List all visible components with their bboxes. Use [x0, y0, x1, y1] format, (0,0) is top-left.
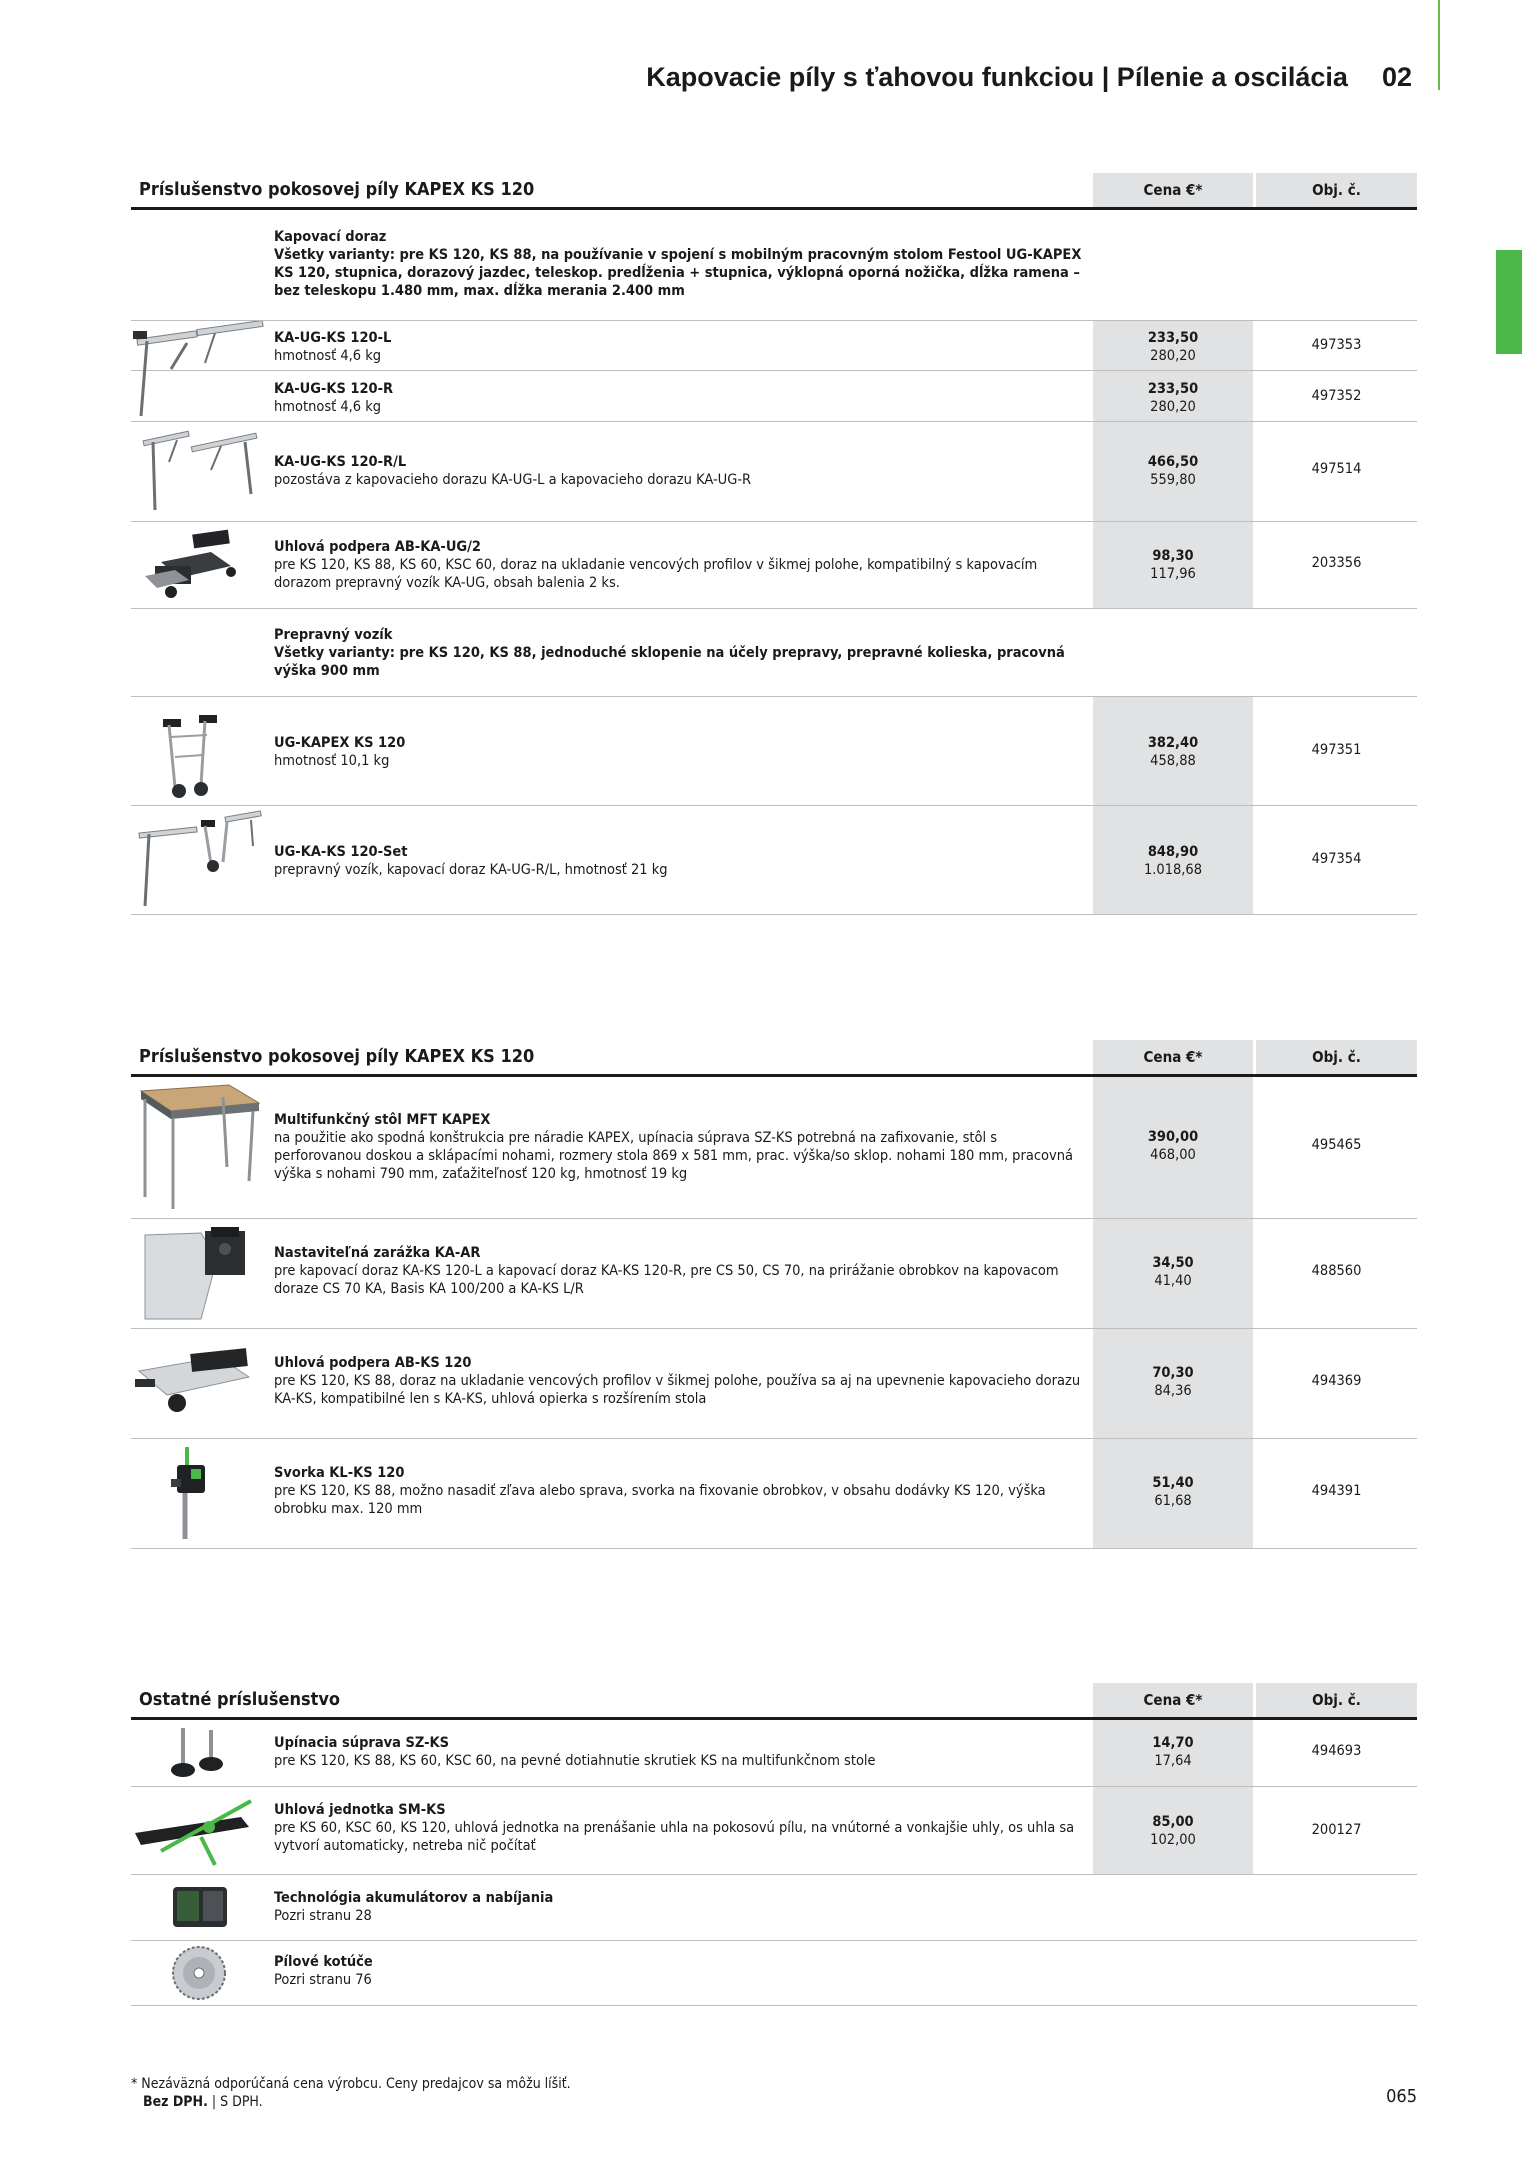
- product-image-angle-unit: [131, 1787, 267, 1874]
- price-cell: [1093, 1720, 1253, 1786]
- section-header: [131, 1683, 1417, 1720]
- price-gross: 280,20: [1150, 399, 1196, 415]
- order-number: 494391: [1311, 1483, 1362, 1499]
- accent-line: [1438, 0, 1440, 90]
- product-name: UG-KA-KS 120-Set: [274, 844, 408, 860]
- product-image-angle-support: [131, 522, 267, 608]
- product-name: Nastaviteľná zarážka KA-AR: [274, 1245, 481, 1261]
- price-cell: [1093, 1329, 1253, 1438]
- product-description: pozostáva z kapovacieho dorazu KA-UG-L a kapovacieho dorazu KA-UG-R: [274, 472, 752, 488]
- price-cell: [1093, 1787, 1253, 1874]
- product-row: [131, 1329, 1417, 1439]
- order-number: 497351: [1311, 742, 1362, 758]
- section-kapex-accessories-1: [131, 173, 1417, 915]
- product-description: hmotnosť 4,6 kg: [274, 348, 382, 364]
- product-description: pre KS 120, KS 88, doraz na ukladanie vencových profilov v šikmej polohe, používa sa aj na upevnenie kapovacieho dorazu KA-KS, kompatibilné len s KA-KS, uhlová opierka s rozšírením stola: [274, 1373, 1081, 1407]
- price-column-header: Cena €*: [1093, 173, 1253, 207]
- price-cell: [1093, 371, 1253, 421]
- price-gross: 559,80: [1150, 472, 1196, 488]
- product-row: [131, 422, 1417, 522]
- product-row: [131, 321, 1417, 371]
- price-gross: 41,40: [1154, 1273, 1192, 1289]
- footnote-bold: Bez DPH.: [143, 2094, 208, 2110]
- price-column-header: Cena €*: [1093, 1683, 1253, 1717]
- product-name: Multifunkčný stôl MFT KAPEX: [274, 1112, 491, 1128]
- price-cell: [1093, 1077, 1253, 1218]
- product-description: prepravný vozík, kapovací doraz KA-UG-R/L, hmotnosť 21 kg: [274, 862, 668, 878]
- price-gross: 280,20: [1150, 348, 1196, 364]
- price-net: 233,50: [1147, 381, 1199, 397]
- product-row: [131, 806, 1417, 915]
- order-number: 494369: [1311, 1373, 1362, 1389]
- product-name: KA-UG-KS 120-R: [274, 381, 394, 397]
- reference-row: [131, 1941, 1417, 2006]
- product-description: hmotnosť 10,1 kg: [274, 753, 390, 769]
- product-name: Upínacia súprava SZ-KS: [274, 1735, 450, 1751]
- price-net: 70,30: [1152, 1365, 1194, 1381]
- order-number: 497354: [1311, 851, 1362, 867]
- header-title: Kapovacie píly s ťahovou funkciou | Pílenie a oscilácia: [646, 62, 1348, 92]
- product-image-angle-support-ks: [131, 1329, 267, 1438]
- footnote: [131, 2075, 571, 2111]
- price-net: 390,00: [1147, 1129, 1199, 1145]
- price-net: 85,00: [1152, 1814, 1194, 1830]
- group-intro-crosscut-stop: [131, 210, 1417, 321]
- price-gross: 117,96: [1150, 566, 1196, 582]
- price-net: 848,90: [1147, 844, 1199, 860]
- chapter-tab-marker: [1496, 250, 1522, 354]
- price-net: 34,50: [1152, 1255, 1194, 1271]
- product-description: hmotnosť 4,6 kg: [274, 399, 382, 415]
- price-net: 382,40: [1147, 735, 1199, 751]
- product-name: Uhlová podpera AB-KS 120: [274, 1355, 472, 1371]
- order-number: 497514: [1311, 461, 1362, 477]
- reference-title: Technológia akumulátorov a nabíjania: [274, 1890, 554, 1906]
- product-row: [131, 1077, 1417, 1219]
- product-description: pre KS 120, KS 88, možno nasadiť zľava alebo sprava, svorka na fixovanie obrobkov, v obsahu dodávky KS 120, výška obrobku max. 120 mm: [274, 1483, 1046, 1517]
- order-number: 497353: [1311, 337, 1362, 353]
- product-image-clamping-set: [131, 1720, 267, 1786]
- product-row: [131, 371, 1417, 422]
- product-name: Uhlová jednotka SM-KS: [274, 1802, 446, 1818]
- price-gross: 17,64: [1154, 1753, 1192, 1769]
- price-gross: 1.018,68: [1143, 862, 1203, 878]
- product-row: [131, 1720, 1417, 1787]
- footnote-disclaimer: * Nezáväzná odporúčaná cena výrobcu. Ceny predajcov sa môžu líšiť.: [131, 2076, 571, 2092]
- product-name: KA-UG-KS 120-L: [274, 330, 392, 346]
- price-cell: [1093, 522, 1253, 608]
- order-column-header: Obj. č.: [1256, 1683, 1417, 1717]
- product-name: Uhlová podpera AB-KA-UG/2: [274, 539, 481, 555]
- section-title: Príslušenstvo pokosovej píly KAPEX KS 120: [139, 179, 535, 200]
- price-cell: [1093, 697, 1253, 805]
- price-net: 51,40: [1152, 1475, 1194, 1491]
- order-column-header: Obj. č.: [1256, 173, 1417, 207]
- product-row: [131, 1439, 1417, 1549]
- product-row: [131, 697, 1417, 806]
- order-number: 497352: [1311, 388, 1362, 404]
- group-title: Kapovací doraz: [274, 229, 387, 245]
- price-gross: 84,36: [1154, 1383, 1192, 1399]
- reference-title: Pílové kotúče: [274, 1954, 373, 1970]
- order-number: 488560: [1311, 1263, 1362, 1279]
- group-title: Prepravný vozík: [274, 627, 393, 643]
- price-cell: [1093, 1439, 1253, 1548]
- product-description: pre KS 120, KS 88, KS 60, KSC 60, doraz na ukladanie vencových profilov v šikmej polohe, kompatibilný s kapovacím dorazom prepravný vozík KA-UG, obsah balenia 2 ks.: [274, 557, 1038, 591]
- section-title: Ostatné príslušenstvo: [139, 1689, 341, 1710]
- product-name: UG-KAPEX KS 120: [274, 735, 406, 751]
- product-name: Svorka KL-KS 120: [274, 1465, 405, 1481]
- price-gross: 61,68: [1154, 1493, 1192, 1509]
- section-header: [131, 1040, 1417, 1077]
- product-description: na použitie ako spodná konštrukcia pre náradie KAPEX, upínacia súprava SZ-KS potrebná na zafixovanie, stôl s perforovanou doskou a sklápacími nohami, rozmery stola 869 x 581 mm, prac. výška/so sklop. nohami 180 mm, pracovná výška s nohami 790 mm, zaťažiteľnosť 120 kg, hmotnosť 19 kg: [274, 1130, 1073, 1182]
- price-gross: 468,00: [1150, 1147, 1196, 1163]
- product-description: pre KS 120, KS 88, KS 60, KSC 60, na pevné dotiahnutie skrutiek KS na multifunkčnom stole: [274, 1753, 876, 1769]
- price-gross: 102,00: [1150, 1832, 1196, 1848]
- page-header: [600, 62, 1412, 93]
- product-name: KA-UG-KS 120-R/L: [274, 454, 407, 470]
- product-image-clamp: [131, 1439, 267, 1548]
- section-other-accessories: [131, 1683, 1417, 2006]
- product-image-trolley: [131, 697, 267, 805]
- page-number: 065: [1386, 2086, 1417, 2107]
- section-header: [131, 173, 1417, 210]
- product-description: pre KS 60, KSC 60, KS 120, uhlová jednotka na prenášanie uhla na pokosovú pílu, na vnútorné a vonkajšie uhly, os uhla sa vytvorí automaticky, netreba nič počítať: [274, 1820, 1075, 1854]
- order-number: 203356: [1311, 555, 1362, 571]
- price-cell: [1093, 806, 1253, 914]
- price-net: 98,30: [1152, 548, 1194, 564]
- product-image-trolley-set: [131, 806, 267, 914]
- product-image-adjustable-stop: [131, 1219, 267, 1328]
- product-row: [131, 522, 1417, 609]
- product-row: [131, 1219, 1417, 1329]
- footnote-rest: | S DPH.: [211, 2094, 263, 2110]
- product-image-saw-blade: [131, 1941, 267, 2005]
- price-column-header: Cena €*: [1093, 1040, 1253, 1074]
- order-column-header: Obj. č.: [1256, 1040, 1417, 1074]
- order-number: 494693: [1311, 1743, 1362, 1759]
- section-kapex-accessories-2: [131, 1040, 1417, 1549]
- product-image-battery: [131, 1875, 267, 1940]
- group-intro-transport-trolley: [131, 609, 1417, 697]
- price-net: 466,50: [1147, 454, 1199, 470]
- reference-text: Pozri stranu 76: [274, 1972, 372, 1988]
- product-description: pre kapovací doraz KA-KS 120-L a kapovací doraz KA-KS 120-R, pre CS 50, CS 70, na prirážanie obrobkov na kapovacom doraze CS 70 KA, Basis KA 100/200 a KA-KS L/R: [274, 1263, 1059, 1297]
- section-title: Príslušenstvo pokosovej píly KAPEX KS 120: [139, 1046, 535, 1067]
- price-cell: [1093, 422, 1253, 521]
- price-cell: [1093, 321, 1253, 370]
- group-description: Všetky varianty: pre KS 120, KS 88, na používanie v spojení s mobilným pracovným stolom Festool UG-KAPEX KS 120, stupnica, dorazový jazdec, teleskop. predĺženia + stupnica, výklopná oporná nožička, dĺžka ramena – bez teleskopu 1.480 mm, max. dĺžka merania 2.400 mm: [274, 247, 1082, 299]
- product-image-multifunction-table: [131, 1077, 267, 1218]
- price-net: 233,50: [1147, 330, 1199, 346]
- order-number: 200127: [1311, 1822, 1362, 1838]
- product-row: [131, 1787, 1417, 1875]
- reference-row: [131, 1875, 1417, 1941]
- group-description: Všetky varianty: pre KS 120, KS 88, jednoduché sklopenie na účely prepravy, prepravné kolieska, pracovná výška 900 mm: [274, 645, 1065, 679]
- reference-text: Pozri stranu 28: [274, 1908, 372, 1924]
- chapter-number: 02: [1381, 62, 1412, 92]
- price-net: 14,70: [1152, 1735, 1194, 1751]
- product-image-crosscut-stop-pair: [131, 422, 267, 521]
- price-gross: 458,88: [1150, 753, 1196, 769]
- price-cell: [1093, 1219, 1253, 1328]
- order-number: 495465: [1311, 1137, 1362, 1153]
